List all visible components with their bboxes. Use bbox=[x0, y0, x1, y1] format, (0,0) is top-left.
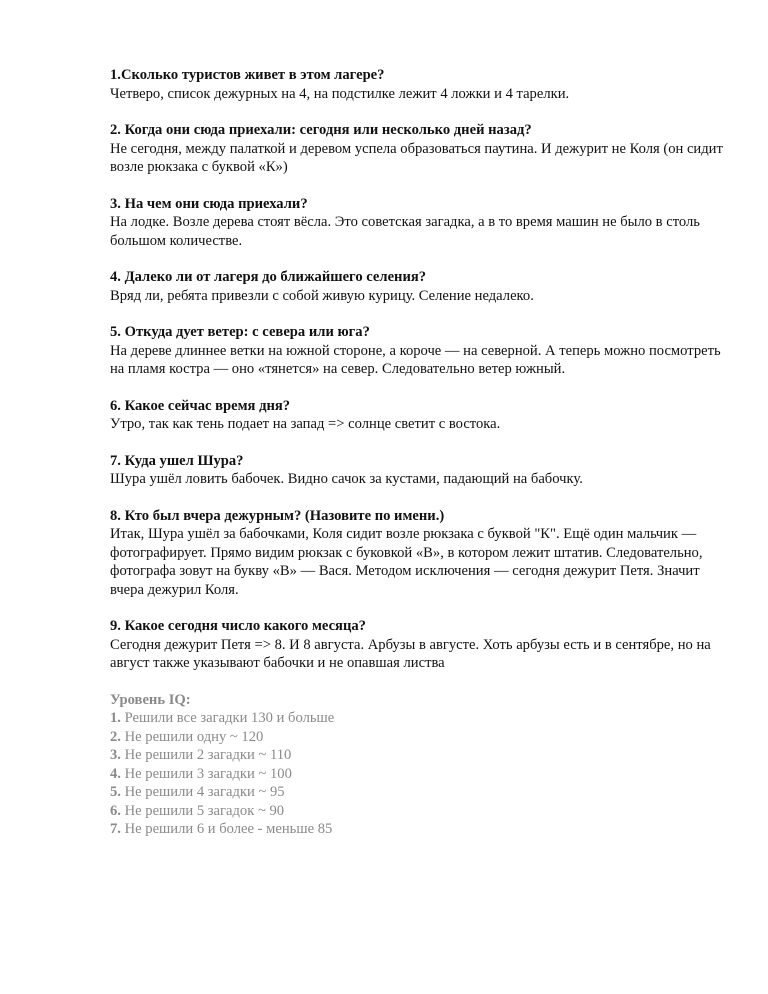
iq-level bbox=[110, 820, 725, 839]
answer-5: На дереве длиннее ветки на южной стороне, а короче — на северной. А теперь можно посмотреть на пламя костра — оно «тянется» на север. Следовательно ветер южный. bbox=[110, 342, 721, 377]
iq-level-number: 3. bbox=[110, 747, 121, 763]
qa-block-6 bbox=[110, 397, 725, 434]
qa-block-3 bbox=[110, 195, 725, 251]
iq-level bbox=[110, 728, 725, 747]
qa-block-2 bbox=[110, 121, 725, 177]
answer-1: Четверо, список дежурных на 4, на подстилке лежит 4 ложки и 4 тарелки. bbox=[110, 85, 570, 102]
iq-level-text: Не решили 4 загадки ~ 95 bbox=[120, 784, 285, 800]
question-1: 1.Сколько туристов живет в этом лагере? bbox=[110, 67, 385, 83]
document-page bbox=[110, 66, 725, 839]
iq-level-text: Не решили 6 и более - меньше 85 bbox=[120, 821, 333, 837]
question-9: 9. Какое сегодня число какого месяца? bbox=[110, 618, 366, 634]
iq-level-number: 4. bbox=[110, 765, 121, 782]
iq-level-number: 6. bbox=[110, 802, 121, 819]
iq-level-number: 1. bbox=[110, 710, 121, 726]
qa-block-8 bbox=[110, 507, 725, 600]
iq-level bbox=[110, 709, 725, 728]
answer-4: Вряд ли, ребята привезли с собой живую курицу. Селение недалеко. bbox=[110, 287, 534, 304]
iq-level-text: Решили все загадки 130 и больше bbox=[120, 710, 335, 726]
answer-6: Утро, так как тень подает на запад => солнце светит с востока. bbox=[110, 416, 501, 432]
question-7: 7. Куда ушел Шура? bbox=[110, 452, 244, 469]
qa-block-9 bbox=[110, 617, 725, 673]
iq-level bbox=[110, 802, 725, 821]
question-5: 5. Откуда дует ветер: с севера или юга? bbox=[110, 324, 370, 340]
question-8: 8. Кто был вчера дежурным? (Назовите по имени.) bbox=[110, 507, 445, 524]
iq-level bbox=[110, 765, 725, 784]
iq-level bbox=[110, 783, 725, 802]
iq-level-text: Не решили 5 загадок ~ 90 bbox=[120, 802, 285, 819]
question-2: 2. Когда они сюда приехали: сегодня или несколько дней назад? bbox=[110, 122, 532, 138]
iq-level-number: 7. bbox=[110, 821, 121, 837]
answer-3: На лодке. Возле дерева стоят вёсла. Это советская загадка, а в то время машин не было в столь большом количестве. bbox=[110, 214, 700, 249]
question-3: 3. На чем они сюда приехали? bbox=[110, 195, 308, 212]
iq-title: Уровень IQ: bbox=[110, 691, 191, 708]
question-6: 6. Какое сейчас время дня? bbox=[110, 397, 291, 414]
iq-level-number: 5. bbox=[110, 784, 121, 800]
qa-block-1 bbox=[110, 66, 725, 103]
iq-level bbox=[110, 746, 725, 765]
iq-level-text: Не решили одну ~ 120 bbox=[120, 728, 264, 745]
qa-block-4 bbox=[110, 268, 725, 305]
qa-block-5 bbox=[110, 323, 725, 379]
answer-9: Сегодня дежурит Петя => 8. И 8 августа. Арбузы в августе. Хоть арбузы есть и в сентябре, но на август также указывают бабочки и не опавшая листва bbox=[110, 636, 711, 671]
question-4: 4. Далеко ли от лагеря до ближайшего селения? bbox=[110, 269, 427, 285]
iq-level-text: Не решили 2 загадки ~ 110 bbox=[120, 747, 292, 763]
answer-7: Шура ушёл ловить бабочек. Видно сачок за кустами, падающий на бабочку. bbox=[110, 471, 583, 487]
qa-block-7 bbox=[110, 452, 725, 489]
iq-section bbox=[110, 691, 725, 839]
iq-level-text: Не решили 3 загадки ~ 100 bbox=[120, 765, 292, 782]
iq-level-number: 2. bbox=[110, 728, 121, 745]
answer-8: Итак, Шура ушёл за бабочками, Коля сидит возле рюкзака с буквой "К". Ещё один мальчик — фотографирует. Прямо видим рюкзак с буковкой «В», в котором лежит штатив. Следовательно, фотографа зовут на букву «В» — Вася. Методом исключения — сегодня дежурит Петя. Значит вчера дежурил Коля. bbox=[110, 526, 703, 598]
answer-2: Не сегодня, между палаткой и деревом успела образоваться паутина. И дежурит не Коля (он сидит возле рюкзака с буквой «К») bbox=[110, 140, 723, 175]
